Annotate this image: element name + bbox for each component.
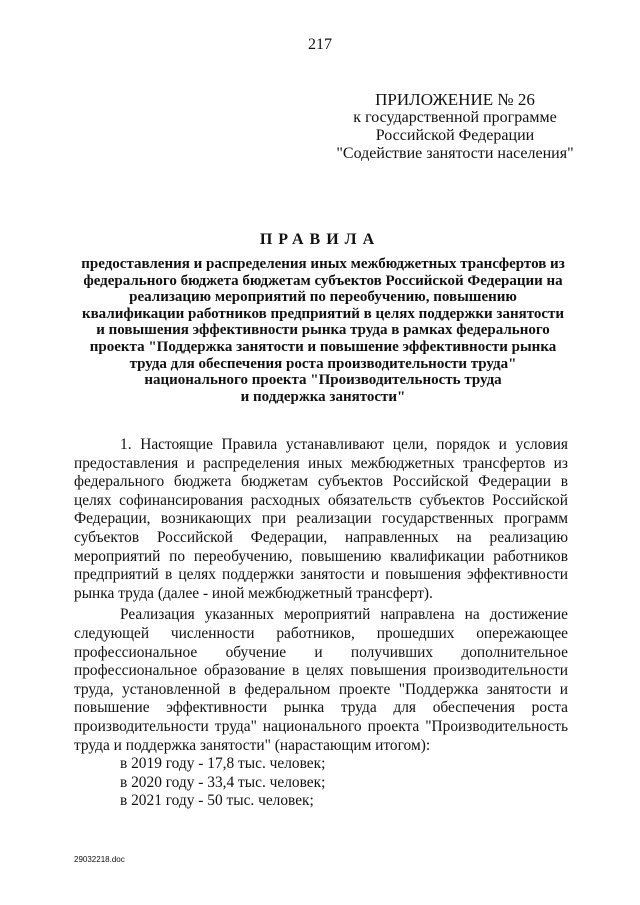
subtitle-line: и повышения эффективности рынка труда в рамках федерального: [96, 322, 550, 339]
subtitle-line: проекта "Поддержка занятости и повышение эффективности рынка: [89, 338, 557, 355]
subtitle-line: труда для обеспечения роста производительности труда": [129, 355, 517, 372]
appendix-line: к государственной программе: [353, 109, 557, 126]
appendix-block: [330, 91, 580, 163]
paragraph-2: Реализация указанных мероприятий направлена на достижение следующей численности работников, прошедших опережающее профессиональное обучение и получивших дополнительное профессиональное образование в целях повышения производительности труда, установленной в федеральном проекте "Поддержка занятости и повышение эффективности рынка труда для обеспечения роста производительности труда" национального проекта "Производительность труда и поддержка занятости" (нарастающим итогом):: [74, 606, 568, 754]
subtitle-line: квалификации работников предприятий в целях поддержки занятости: [81, 305, 565, 322]
document-body: [74, 436, 568, 811]
appendix-title: ПРИЛОЖЕНИЕ № 26: [375, 90, 535, 109]
rules-title: ПРАВИЛА: [259, 231, 381, 248]
footer-filename: 29032218.doc: [74, 855, 125, 864]
list-item: в 2021 году - 50 тыс. человек;: [120, 792, 314, 810]
paragraph-1: 1. Настоящие Правила устанавливают цели, порядок и условия предоставления и распределения иных межбюджетных трансфертов из федерального бюджета бюджетам субъектов Российской Федерации в целях софинансирования расходных обязательств субъектов Российской Федерации, возникающих при реализации государственных программ субъектов Российской Федерации, направленных на реализацию мероприятий по переобучению, повышению квалификации работников предприятий в целях поддержки занятости и повышения эффективности рынка труда (далее - иной межбюджетный трансферт).: [74, 436, 568, 602]
appendix-line: "Содействие занятости населения": [336, 145, 574, 162]
subtitle-line: реализацию мероприятий по переобучению, повышению: [129, 289, 517, 306]
rules-subtitle: [78, 256, 568, 405]
appendix-line: Российской Федерации: [375, 127, 535, 144]
subtitle-line: и поддержка занятости": [240, 388, 406, 405]
list-item: в 2019 году - 17,8 тыс. человек;: [120, 755, 326, 773]
page-number: 217: [308, 36, 332, 53]
subtitle-line: национального проекта "Производительность труда: [144, 372, 502, 389]
subtitle-line: федерального бюджета бюджетам субъектов Российской Федерации на: [83, 272, 563, 289]
subtitle-line: предоставления и распределения иных межбюджетных трансфертов из: [81, 256, 565, 272]
list-item: в 2020 году - 33,4 тыс. человек;: [120, 773, 326, 791]
